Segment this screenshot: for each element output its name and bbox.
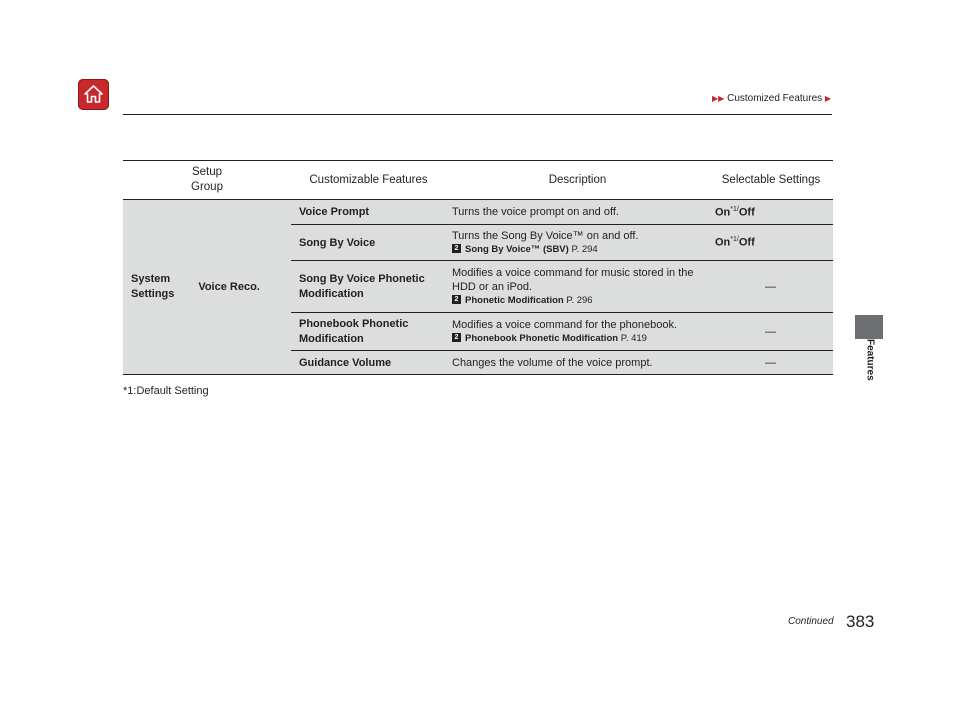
- feature-cell: Song By Voice Phonetic Modification: [291, 261, 446, 313]
- description-cell: Turns the voice prompt on and off.: [446, 200, 709, 225]
- arrow-icon: ▶▶: [712, 94, 725, 103]
- cross-reference-link[interactable]: 2 Song By Voice™ (SBV) P. 294: [452, 243, 708, 257]
- col-header-settings: Selectable Settings: [709, 161, 833, 200]
- setting-cell: $On^{*1/}Off$: [709, 225, 833, 261]
- setting-cell: —: [709, 261, 833, 313]
- col-header-description: Description: [446, 161, 709, 200]
- page-number: 383: [846, 612, 875, 631]
- arrow-icon: 2: [452, 244, 461, 253]
- feature-cell: Guidance Volume: [291, 351, 446, 375]
- description-cell: Modifies a voice command for the phonebook. 2 Phonebook Phonetic Modification P. 419: [446, 313, 709, 351]
- setting-cell: $On^{*1/}Off$: [709, 200, 833, 225]
- setting-cell: —: [709, 351, 833, 375]
- features-table: [123, 160, 833, 375]
- arrow-icon: 2: [452, 333, 461, 342]
- feature-cell: Song By Voice: [291, 225, 446, 261]
- setup-group-cell: System Settings: [123, 200, 197, 375]
- breadcrumb[interactable]: [712, 93, 831, 104]
- breadcrumb-text: Customized Features: [727, 93, 823, 104]
- table-row: [123, 200, 833, 225]
- col-header-setup-group: Setup Group: [123, 161, 291, 200]
- continued-label: Continued: [788, 616, 834, 627]
- feature-cell: Voice Prompt: [291, 200, 446, 225]
- description-cell: Changes the volume of the voice prompt.: [446, 351, 709, 375]
- home-icon: [83, 84, 104, 105]
- col-header-features: Customizable Features: [291, 161, 446, 200]
- description-cell: Turns the Song By Voice™ on and off. 2 Song By Voice™ (SBV) P. 294: [446, 225, 709, 261]
- cross-reference-link[interactable]: 2 Phonetic Modification P. 296: [452, 294, 708, 308]
- arrow-icon: 2: [452, 295, 461, 304]
- cross-reference-link[interactable]: 2 Phonebook Phonetic Modification P. 419: [452, 332, 708, 346]
- section-label: Features: [864, 339, 876, 381]
- setting-cell: —: [709, 313, 833, 351]
- home-button[interactable]: [78, 79, 109, 110]
- feature-cell: Phonebook Phonetic Modification: [291, 313, 446, 351]
- table-header-row: [123, 161, 833, 200]
- description-cell: Modifies a voice command for music stored in the HDD or an iPod. 2 Phonetic Modification P. 296: [446, 261, 709, 313]
- footnote: *1:Default Setting: [123, 385, 209, 397]
- subgroup-cell: Voice Reco.: [197, 200, 291, 375]
- arrow-icon: ▶: [824, 94, 832, 103]
- header-rule: [123, 114, 832, 115]
